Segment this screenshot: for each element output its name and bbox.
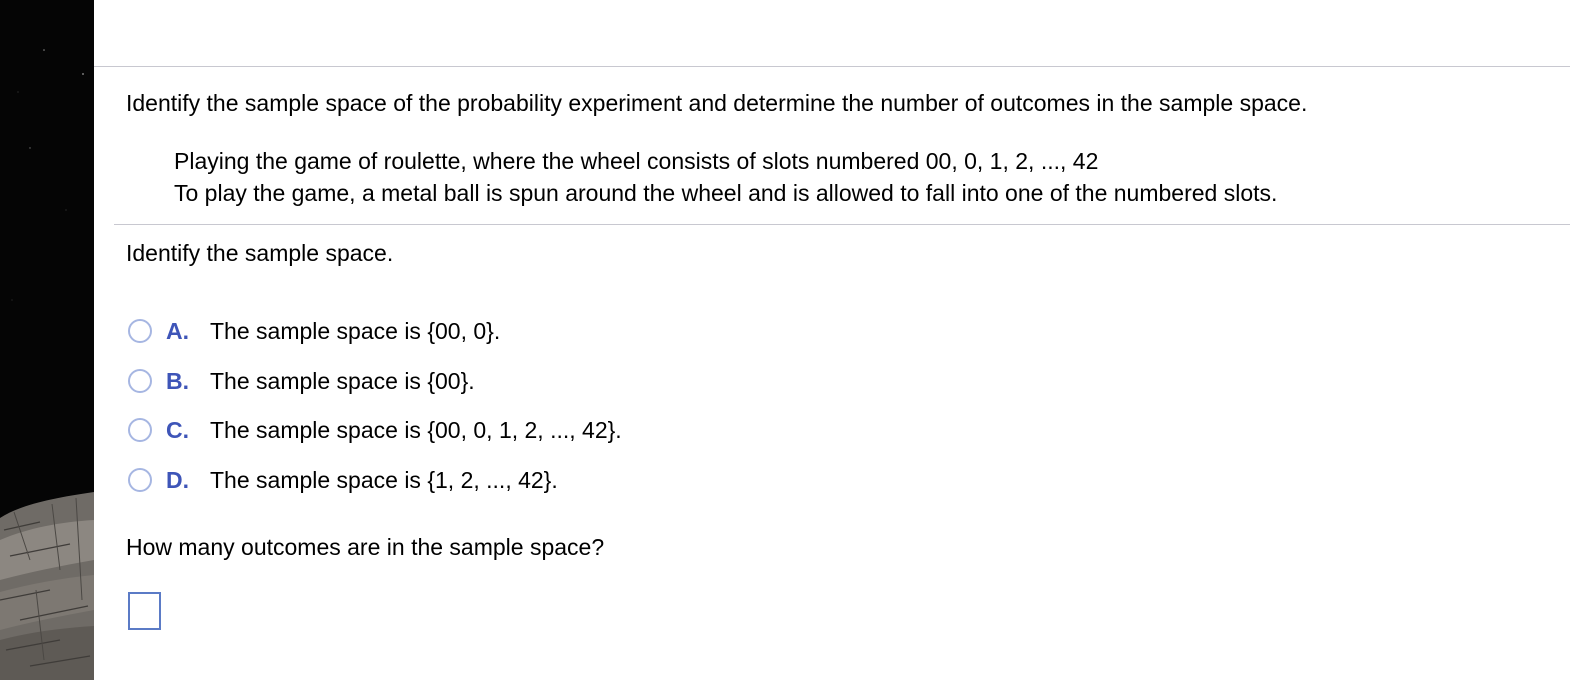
choice-a-text: The sample space is {00, 0}. xyxy=(210,317,501,344)
section-divider xyxy=(114,224,1570,225)
choice-c[interactable] xyxy=(128,413,622,447)
part-1-prompt: Identify the sample space. xyxy=(126,240,394,266)
radio-button-a[interactable] xyxy=(128,319,152,343)
scenario-line-2: To play the game, a metal ball is spun around the wheel and is allowed to fall into one of the numbered slots. xyxy=(174,180,1278,206)
choice-b-letter: B. xyxy=(166,367,189,394)
choice-c-letter: C. xyxy=(166,416,189,443)
scenario-line-1: Playing the game of roulette, where the wheel consists of slots numbered 00, 0, 1, 2, ..., 42 xyxy=(174,148,1099,174)
radio-button-c[interactable] xyxy=(128,418,152,442)
radio-button-d[interactable] xyxy=(128,468,152,492)
choice-d-letter: D. xyxy=(166,466,189,493)
outcomes-answer-input[interactable] xyxy=(128,592,161,630)
question-panel xyxy=(94,0,1570,680)
choice-b[interactable] xyxy=(128,364,475,398)
choice-d[interactable] xyxy=(128,463,558,497)
radio-button-b[interactable] xyxy=(128,369,152,393)
top-divider xyxy=(94,66,1570,67)
choice-d-text: The sample space is {1, 2, ..., 42}. xyxy=(210,466,558,493)
part-2-prompt: How many outcomes are in the sample space? xyxy=(126,534,605,560)
choice-b-text: The sample space is {00}. xyxy=(210,367,475,394)
choice-a[interactable] xyxy=(128,314,500,348)
choice-a-letter: A. xyxy=(166,317,189,344)
background-rock-image xyxy=(0,0,94,680)
rock-landscape-illustration xyxy=(0,0,94,680)
question-instruction: Identify the sample space of the probability experiment and determine the number of outcomes in the sample space. xyxy=(126,90,1308,116)
choice-c-text: The sample space is {00, 0, 1, 2, ..., 42}. xyxy=(210,416,622,443)
